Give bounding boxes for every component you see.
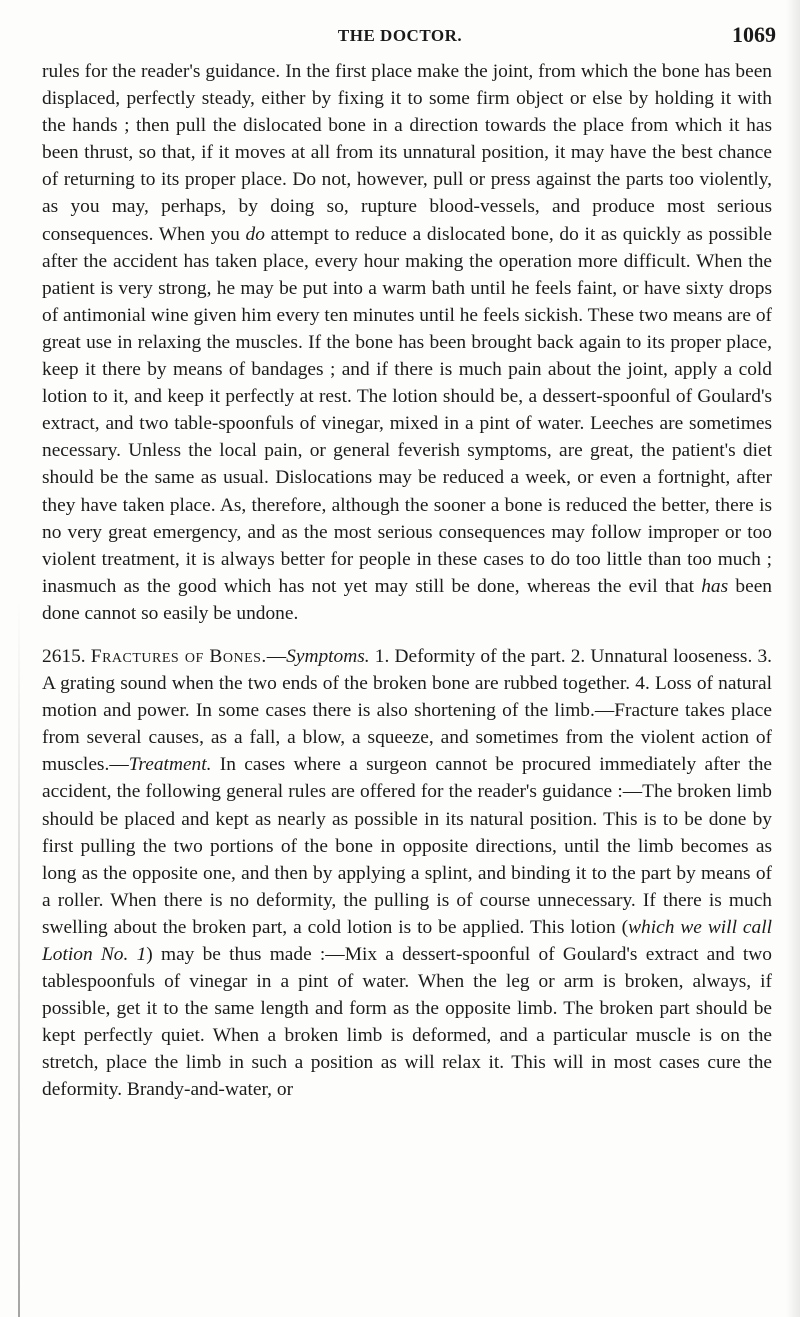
paragraph-fractures [42, 643, 772, 1104]
binding-edge [18, 600, 20, 1317]
running-head [0, 22, 800, 52]
running-title: THE DOCTOR. [337, 26, 463, 45]
page-shadow [786, 0, 800, 1317]
text-run: been done cannot so easily be undone. [42, 575, 773, 624]
paragraph-dislocation-rules [42, 58, 772, 627]
text-run: ) may be thus made :—Mix a dessert-spoonful of Goulard's extract and two tablespoonfuls of vinegar in a pint of water. When the leg or arm is broken, always, if possible, get it to the same length and form as the opposite limb. The broken part should be kept perfectly quiet. When a broken limb is deformed, and a particular muscle is on the stretch, place the limb in such a position as will relax it. This will in most cases cure the deformity. Brandy-and-water, or [42, 944, 773, 1101]
lotion-name: which we will call Lotion No. 1 [42, 916, 772, 965]
symptoms-heading: Symptoms. [286, 645, 370, 667]
text-run: rules for the reader's guidance. In the first place make the joint, from which the bone has been displaced, perfectly steady, either by fixing it to some firm object or else by holding it with the hands ; then pull the dislocated bone in a direction towards the place from which it has been thrust, so that, if it moves at all from its unnatural position, it may have the best chance of returning to its proper place. Do not, however, pull or press against the parts too violently, as you may, perhaps, by doing so, rupture blood-vessels, and produce most serious consequences. When you [42, 61, 772, 245]
text-run: 1. Deformity of the part. 2. Unnatural looseness. 3. A grating sound when the two ends of the broken bone are rubbed together. 4. Loss of natural motion and power. In some cases there is also shortening of the limb.—Fracture takes place from several causes, as a fall, a blow, a squeeze, and sometimes from the violent action of muscles.— [42, 645, 772, 776]
text-run: In cases where a surgeon cannot be procured immediately after the accident, the following general rules are offered for the reader's guidance :—The broken limb should be placed and kept as nearly as possible in its natural position. This is to be done by first pulling the two portions of the bone in opposite directions, until the limb becomes as long as the opposite one, and then by applying a splint, and binding it to the part by means of a roller. When there is no deformity, the pulling is of course unnecessary. If there is much swelling about the broken part, a cold lotion is to be applied. This lotion ( [42, 754, 772, 938]
emphasis-has: has [701, 575, 729, 597]
text-run: attempt to reduce a dislocated bone, do it as quickly as possible after the accident has taken place, every hour making the operation more difficult. When the patient is very strong, he may be put into a warm bath until he feels faint, or have sixty drops of antimonial wine given him every ten minutes until he feels sickish. These two means are of great use in relaxing the muscles. If the bone has been brought back again to its proper place, keep it there by means of bandages ; and if there is much pain about the joint, apply a cold lotion to it, and keep it perfectly at rest. The lotion should be, a dessert-spoonful of Goulard's extract, and two table-spoonfuls of vinegar, mixed in a pint of water. Leeches are sometimes necessary. Unless the local pain, or general feverish symptoms, are great, the patient's diet should be the same as usual. Dislocations may be reduced a week, or even a fortnight, after they have taken place. As, therefore, although the sooner a bone is reduced the better, there is no very great emergency, and as the most serious consequences may follow improper or too violent treatment, it is always better for people in these cases to do too little than too much ; inasmuch as the good which has not yet may still be done, whereas the evil that [42, 223, 773, 597]
dash: — [266, 645, 287, 667]
section-number: 2615. [42, 645, 86, 667]
page-number: 1069 [732, 22, 776, 47]
body-text [42, 58, 772, 1104]
treatment-heading: Treatment. [128, 754, 212, 776]
emphasis-do: do [245, 223, 265, 245]
section-title: Fractures of Bones. [90, 645, 267, 667]
